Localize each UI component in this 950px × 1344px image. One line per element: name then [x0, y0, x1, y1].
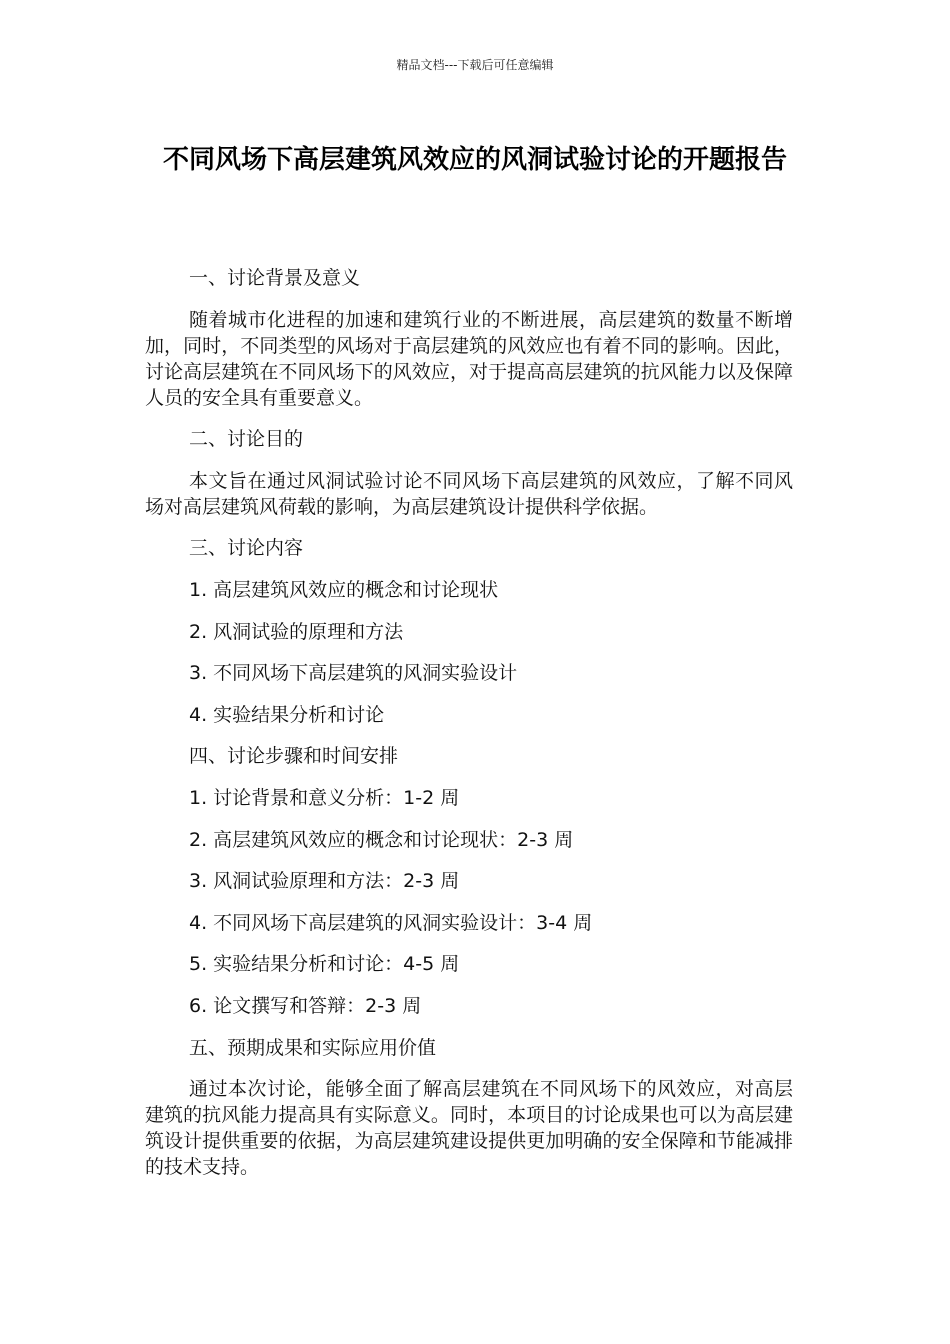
schedule-list-item: 2. 高层建筑风效应的概念和讨论现状：2-3 周 [189, 828, 574, 851]
section-heading-schedule: 四、讨论步骤和时间安排 [189, 745, 399, 768]
content-list-item: 4. 实验结果分析和讨论 [189, 703, 385, 726]
document-title: 不同风场下高层建筑风效应的风洞试验讨论的开题报告 [162, 145, 787, 175]
document-header-note: 精品文档---下载后可任意编辑 [396, 58, 554, 72]
section-heading-outcomes: 五、预期成果和实际应用价值 [189, 1036, 437, 1059]
section-heading-background: 一、讨论背景及意义 [189, 267, 361, 289]
section-heading-purpose: 二、讨论目的 [189, 428, 304, 451]
content-list-item: 1. 高层建筑风效应的概念和讨论现状 [189, 578, 499, 601]
schedule-list-item: 5. 实验结果分析和讨论：4-5 周 [189, 953, 460, 976]
schedule-list-item: 4. 不同风场下高层建筑的风洞实验设计：3-4 周 [189, 911, 593, 934]
content-list-item: 3. 不同风场下高层建筑的风洞实验设计 [189, 662, 518, 685]
content-list-item: 2. 风洞试验的原理和方法 [189, 620, 404, 643]
document-body [145, 265, 793, 1196]
section-paragraph-outcomes: 通过本次讨论，能够全面了解高层建筑在不同风场下的风效应，对高层建筑的抗风能力提高具有实际意义。同时，本项目的讨论成果也可以为高层建筑设计提供重要的依据，为高层建筑建设提供更加明确的安全保障和节能减排的技术支持。 [145, 1078, 793, 1179]
section-paragraph-purpose: 本文旨在通过风洞试验讨论不同风场下高层建筑的风效应，了解不同风场对高层建筑风荷载的影响，为高层建筑设计提供科学依据。 [145, 469, 793, 518]
schedule-list-item: 3. 风洞试验原理和方法：2-3 周 [189, 870, 460, 893]
schedule-list-item: 6. 论文撰写和答辩：2-3 周 [189, 994, 422, 1017]
schedule-list-item: 1. 讨论背景和意义分析：1-2 周 [189, 786, 460, 809]
section-heading-content: 三、讨论内容 [189, 537, 304, 560]
section-paragraph-background: 随着城市化进程的加速和建筑行业的不断进展，高层建筑的数量不断增加，同时，不同类型的风场对于高层建筑的风效应也有着不同的影响。因此，讨论高层建筑在不同风场下的风效应，对于提高高层建筑的抗风能力以及保障人员的安全具有重要意义。 [145, 308, 793, 409]
